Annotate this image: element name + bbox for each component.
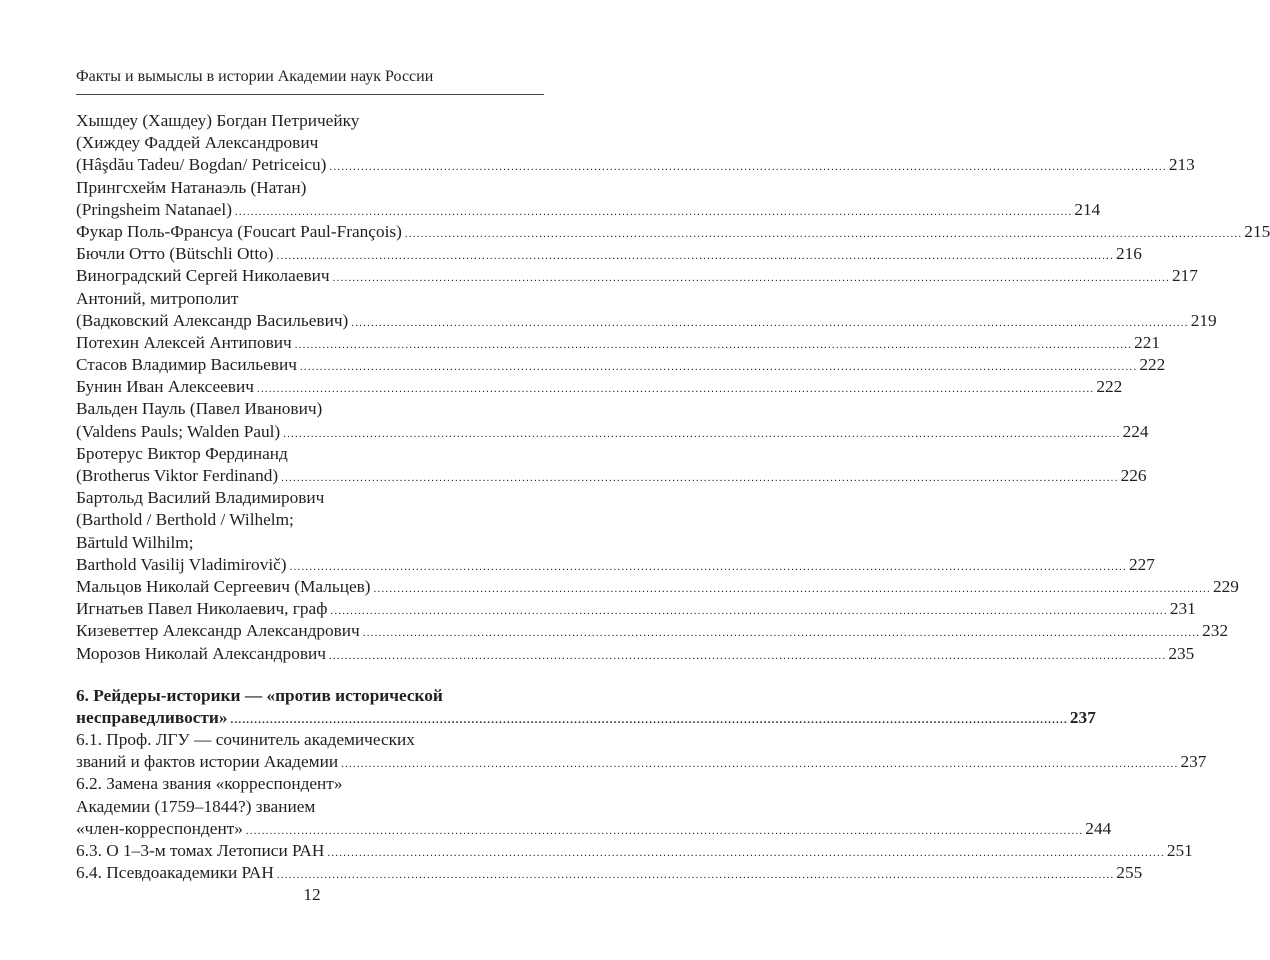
toc-entry-text: Хышдеу (Хашдеу) Богдан Петричейку [76,111,360,130]
toc-entry-text: Стасов Владимир Васильевич [76,355,297,375]
toc-block-persons [76,110,1270,665]
toc-line [76,132,544,154]
toc-entry-text: (Вадковский Александр Васильевич) [76,310,349,330]
toc-page-number: 219 [1190,310,1217,330]
toc-page-number: 221 [1134,332,1161,352]
toc-block-chapter-6 [76,685,1207,885]
toc-entry-text: Бротерус Виктор Фердинанд [76,443,288,463]
dot-leader [300,356,1137,378]
toc-line [76,576,1239,598]
toc-line [76,818,1112,840]
toc-entry-text: Виноградский Сергей Николаевич [76,266,330,286]
toc-line [76,288,544,310]
toc-line [76,221,1270,243]
toc-entry-text: Морозов Николай Александрович [76,643,326,663]
dot-leader [329,156,1166,178]
toc-line [76,773,544,795]
toc-entry-text: (Valdens Pauls; Walden Paul) [76,421,281,441]
toc-line [76,243,1142,265]
dot-leader [327,842,1164,864]
toc-entry-text: (Pringsheim Natanael) [76,199,232,219]
toc-line [76,398,544,420]
toc-line [76,685,544,707]
dot-leader [405,223,1242,245]
toc-entry-text: (Hâşdău Tadeu/ Bogdan/ Petriceicu) [76,155,327,175]
toc-entry-text: «член-корреспондент» [76,818,243,838]
toc-line [76,751,1207,773]
toc-line [76,310,1217,332]
toc-page-number: 232 [1202,621,1229,641]
toc-entry-text: Бунин Иван Алексеевич [76,377,254,397]
section-gap [76,665,544,685]
dot-leader [363,622,1200,644]
toc-page-number: 226 [1120,466,1147,485]
dot-leader [283,423,1120,445]
toc-line [76,110,544,132]
dot-leader [295,334,1132,356]
toc-page-number: 213 [1168,155,1195,175]
toc-entry-text: Фукар Поль-Франсуа (Foucart Paul-François) [76,221,402,241]
toc-line [76,620,1229,642]
toc-entry-text: Прингсхейм Натанаэль (Натан) [76,177,307,197]
dot-leader [329,645,1166,667]
toc-entry-text: Barthold Vasilij Vladimirovič) [76,554,287,574]
toc-entry-text: 6. Рейдеры-историки — «против исторической [76,685,443,705]
toc-line [76,643,1195,665]
toc-line [76,443,544,465]
dot-leader [257,378,1094,400]
toc-line [76,421,1149,443]
toc-entry-text: Антоний, митрополит [76,288,239,308]
toc-line [76,177,544,199]
toc-line [76,509,544,531]
toc-line [76,487,544,509]
table-of-contents [76,110,1270,884]
toc-line [76,598,1196,620]
toc-entry-text: Вальден Пауль (Павел Иванович) [76,399,323,419]
toc-entry-text: 6.2. Замена звания «корреспондент» [76,774,343,794]
toc-line [76,840,1193,862]
dot-leader [341,753,1178,775]
toc-line [76,862,1143,884]
dot-leader [277,245,1114,267]
toc-page-number: 217 [1172,266,1198,286]
dot-leader [333,267,1170,289]
toc-entry-text: 6.4. Псевдоакадемики РАН [76,863,274,883]
toc-page-number: 216 [1115,244,1142,264]
toc-line [76,154,1195,176]
toc-page-number: 222 [1139,355,1166,375]
toc-line [76,199,1101,221]
toc-entry-text: Игнатьев Павел Николаевич, граф [76,599,328,619]
toc-line [76,796,544,818]
toc-line [76,354,1166,376]
dot-leader [290,556,1127,578]
toc-page-number: 244 [1085,818,1112,838]
toc-entry-text: (Barthold / Berthold / Wilhelm; [76,510,294,530]
toc-entry-text: Мальцов Николай Сергеевич (Мальцев) [76,576,371,596]
toc-entry-text: Кизеветтер Александр Александрович [76,621,360,641]
toc-line [76,265,1198,287]
toc-page-number: 229 [1212,576,1239,596]
header-rule [76,94,544,95]
toc-entry-text: 6.3. О 1–3-м томах Летописи РАН [76,841,325,860]
toc-page-number: 222 [1096,377,1123,397]
toc-entry-text: Потехин Алексей Антипович [76,332,292,352]
toc-entry-text: Бючли Отто (Bütschli Otto) [76,244,274,264]
toc-entry-text: 6.1. Проф. ЛГУ — сочинитель академических [76,730,415,750]
page-number: 12 [303,885,321,904]
toc-page-number: 251 [1166,841,1193,860]
toc-line [76,707,1096,729]
toc-page-number: 235 [1168,643,1195,663]
toc-entry-text: званий и фактов истории Академии [76,752,339,772]
dot-leader [235,201,1072,223]
toc-entry-text: несправедливости» [76,707,228,727]
toc-page-number: 255 [1116,863,1143,883]
toc-entry-text: Академии (1759–1844?) званием [76,796,316,816]
toc-line [76,729,544,751]
toc-line [76,332,1161,354]
toc-entry-text: Bārtuld Wilhilm; [76,532,194,552]
dot-leader [330,600,1167,622]
toc-entry-text: (Brotherus Viktor Ferdinand) [76,466,279,485]
toc-page-number: 215 [1244,221,1270,241]
toc-line [76,376,1123,398]
dot-leader [246,820,1083,842]
dot-leader [351,312,1188,334]
toc-entry-text: (Хиждеу Фаддей Александрович [76,133,319,153]
toc-page-number: 214 [1074,199,1101,219]
toc-page-number: 237 [1180,752,1207,772]
toc-line [76,532,544,554]
toc-page-number: 237 [1069,707,1096,727]
dot-leader [231,709,1068,731]
toc-entry-text: Бартольд Василий Владимирович [76,488,325,508]
toc-page-number: 231 [1169,599,1196,619]
dot-leader [281,467,1118,489]
toc-line [76,554,1155,576]
toc-line [76,465,1147,487]
toc-page-number: 227 [1128,554,1155,574]
running-title: Факты и вымыслы в истории Академии наук России [76,68,434,85]
dot-leader [374,578,1211,600]
toc-page-number: 224 [1122,421,1149,441]
